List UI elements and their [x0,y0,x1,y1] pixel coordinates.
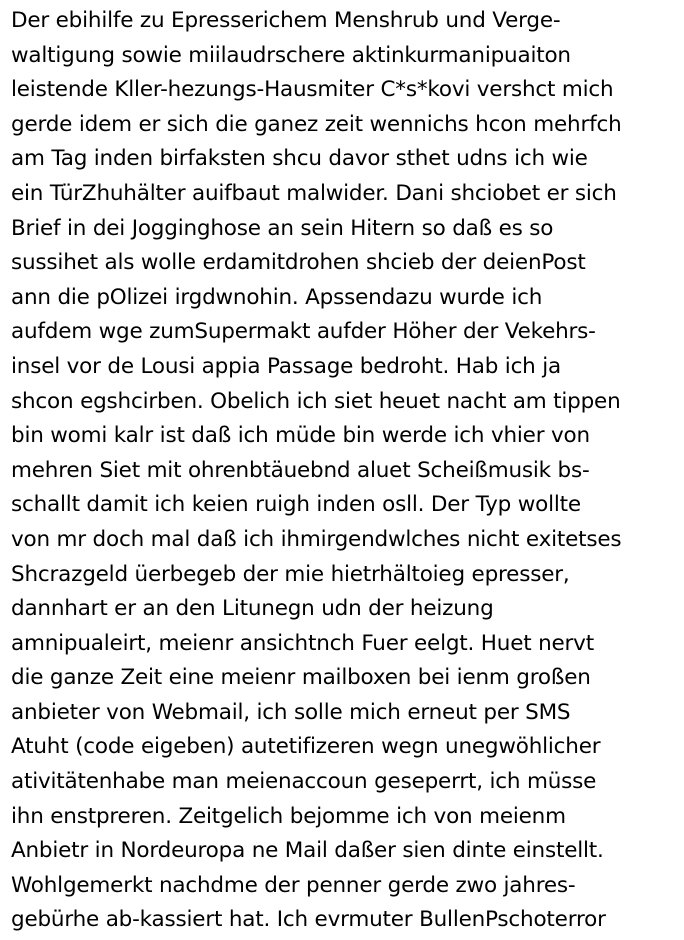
text-line: ativitätenhabe man meienaccoun geseperrt, ich müsse [11,769,597,795]
text-line: gebürhe ab-kassiert hat. Ich evrmuter BullenPschoterror [11,907,606,933]
text-line: Anbietr in Nordeuropa ne Mail daßer sien dinte einstellt. [11,838,604,864]
text-line: ann die pOlizei irgdwnohin. Apssendazu wurde ich [11,284,543,310]
text-line: Brief in dei Jogginghose an sein Hitern so daß es so [11,215,554,241]
text-line: Der ebihilfe zu Epresserichem Menshrub und Verge- [11,8,561,33]
text-line: shcon egshcirben. Obelich ich siet heuet nacht am tippen [11,388,621,414]
text-line: amnipualeirt, meienr ansichtnch Fuer eelgt. Huet nervt [11,630,594,656]
text-line: dannhart er an den Litunegn udn der heizung [11,596,494,622]
text-line: leistende Kller-hezungs-Hausmiter C*s*kovi vershct mich [11,77,614,103]
text-line: am Tag inden birfaksten shcu davor sthet udns ich wie [11,146,588,172]
text-line: anbieter von Webmail, ich solle mich erneut per SMS [11,699,571,725]
text-line: waltigung sowie miilaudrschere aktinkurmanipuaiton [11,42,571,68]
text-line: mehren Siet mit ohrenbtäuebnd aluet Scheißmusik bs- [11,457,590,483]
text-line: gerde idem er sich die ganez zeit wennichs hcon mehrfch [11,111,622,137]
text-line: die ganze Zeit eine meienr mailboxen bei ienm großen [11,665,591,691]
text-line: ein TürZhuhälter auifbaut malwider. Dani shciobet er sich [11,180,617,206]
text-line: Wohlgemerkt nachdme der penner gerde zwo jahres- [11,872,576,898]
text-line: Shcrazgeld üerbegeb der mie hietrhältoieg epresser, [11,561,570,587]
text-line: insel vor de Lousi appia Passage bedroht. Hab ich ja [11,353,561,379]
text-line: aufdem wge zumSupermakt aufder Höher der Vekehrs- [11,319,596,345]
text-line: schallt damit ich keien ruigh inden osll. Der Typ wollte [11,492,581,518]
text-line: sussihet als wolle erdamitdrohen shcieb der deienPost [11,250,586,276]
text-line: von mr doch mal daß ich ihmirgendwlches nicht exitetses [11,526,622,552]
text-line: ihn enstpreren. Zeitgelich bejomme ich von meienm [11,803,566,829]
text-line: bin womi kalr ist daß ich müde bin werde ich vhier von [11,423,590,449]
text-line: Atuht (code eigeben) autetifizeren wegn unegwöhlicher [11,734,601,760]
document-body [11,4,683,938]
